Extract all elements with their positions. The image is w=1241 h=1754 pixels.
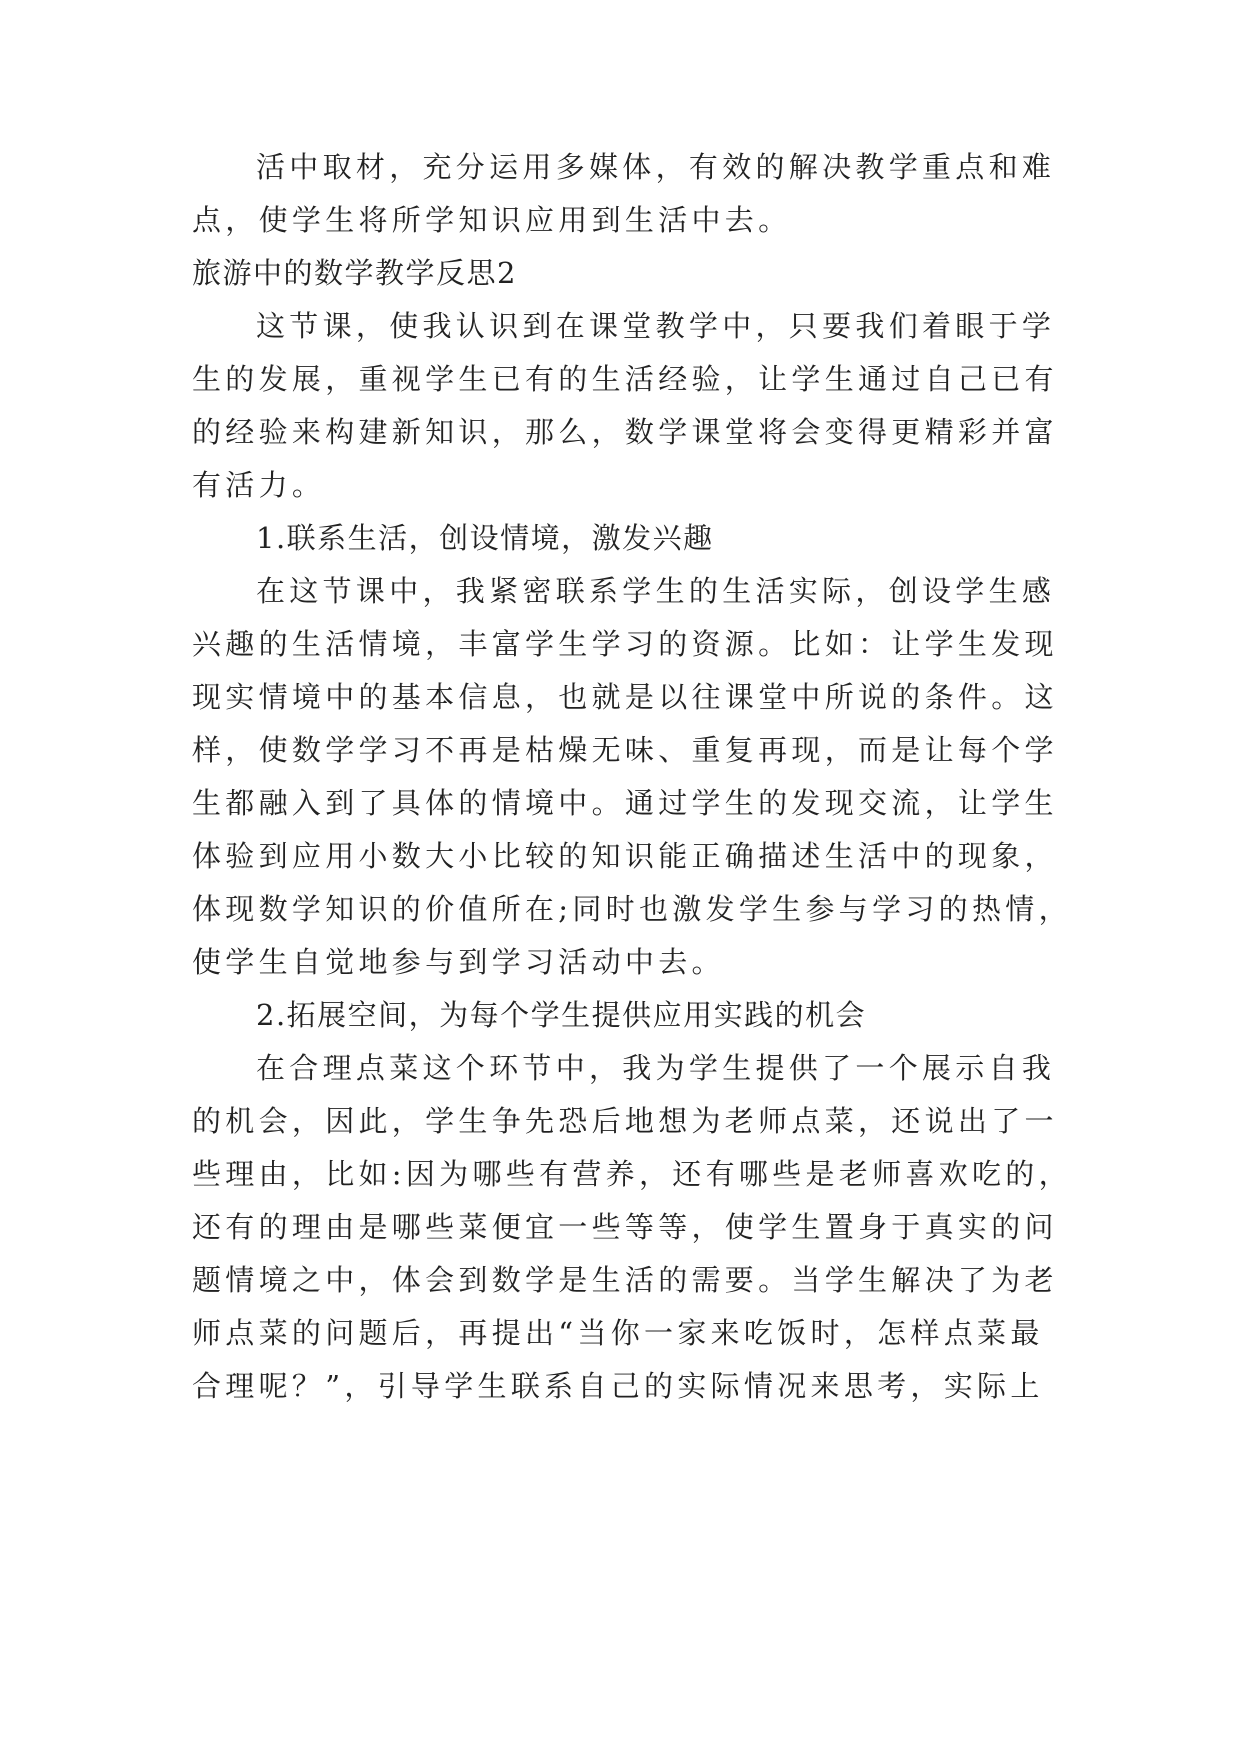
text-line: 在这节课中，我紧密联系学生的生活实际，创设学生感 xyxy=(256,574,1056,608)
text-line: 体验到应用小数大小比较的知识能正确描述生活中的现象， xyxy=(192,839,1058,873)
text-line: 生的发展，重视学生已有的生活经验，让学生通过自己已有 xyxy=(192,362,1058,396)
subheading: 2.拓展空间，为每个学生提供应用实践的机会 xyxy=(256,998,867,1032)
text-line: 使学生自觉地参与到学习活动中去。 xyxy=(192,945,725,979)
text-line: 点，使学生将所学知识应用到生活中去。 xyxy=(192,203,792,237)
text-line: 还有的理由是哪些菜便宜一些等等，使学生置身于真实的问 xyxy=(192,1210,1058,1244)
text-line: 兴趣的生活情境，丰富学生学习的资源。比如：让学生发现 xyxy=(192,627,1058,661)
text-line: 样，使数学学习不再是枯燥无味、重复再现，而是让每个学 xyxy=(192,733,1058,767)
text-line: 些理由，比如:因为哪些有营养，还有哪些是老师喜欢吃的， xyxy=(192,1157,1072,1191)
text-line: 有活力。 xyxy=(192,468,326,502)
text-line: 现实情境中的基本信息，也就是以往课堂中所说的条件。这 xyxy=(192,680,1058,714)
subheading: 1.联系生活，创设情境，激发兴趣 xyxy=(256,521,714,555)
text-line: 的经验来构建新知识，那么，数学课堂将会变得更精彩并富 xyxy=(192,415,1058,449)
text-line: 活中取材，充分运用多媒体，有效的解决教学重点和难 xyxy=(256,150,1056,184)
text-line: 题情境之中，体会到数学是生活的需要。当学生解决了为老 xyxy=(192,1263,1058,1297)
text-line: 体现数学知识的价值所在;同时也激发学生参与学习的热情， xyxy=(192,892,1072,926)
section-heading: 旅游中的数学教学反思2 xyxy=(192,256,517,290)
text-line: 的机会，因此，学生争先恐后地想为老师点菜，还说出了一 xyxy=(192,1104,1058,1138)
text-line: 合理呢？”，引导学生联系自己的实际情况来思考，实际上 xyxy=(192,1369,1044,1403)
text-line: 生都融入到了具体的情境中。通过学生的发现交流，让学生 xyxy=(192,786,1058,820)
text-line: 这节课，使我认识到在课堂教学中，只要我们着眼于学 xyxy=(256,309,1056,343)
text-line: 师点菜的问题后，再提出“当你一家来吃饭时，怎样点菜最 xyxy=(192,1316,1044,1350)
text-line: 在合理点菜这个环节中，我为学生提供了一个展示自我 xyxy=(256,1051,1056,1085)
